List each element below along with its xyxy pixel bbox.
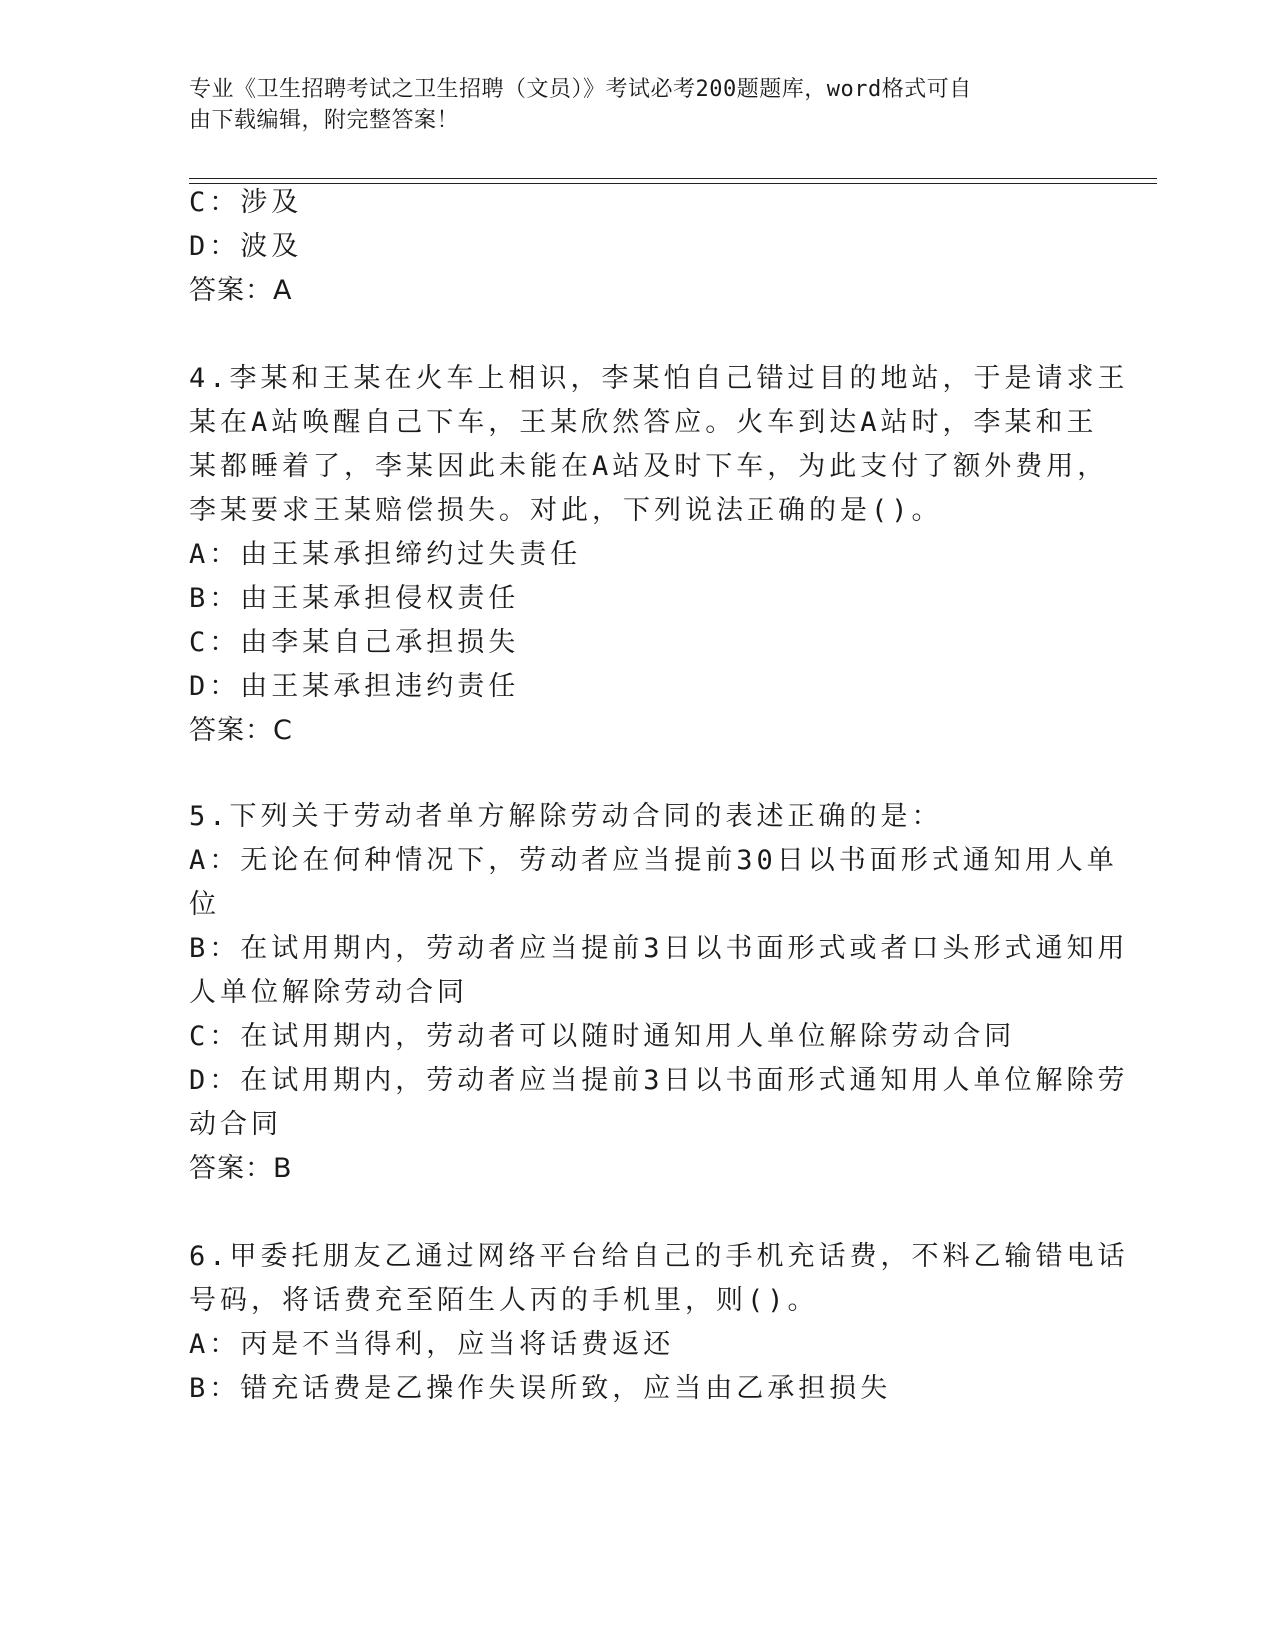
- header-rule-top: [189, 178, 1157, 179]
- q3-option-d: D：波及: [189, 231, 303, 262]
- q5-option-b-line-2: 人单位解除劳动合同: [189, 977, 468, 1008]
- q4-option-b: B：由王某承担侵权责任: [189, 583, 520, 614]
- q4-stem-line-3: 某都睡着了，李某因此未能在A站及时下车，为此支付了额外费用，: [189, 451, 1109, 482]
- q6-stem-line-1: 6.甲委托朋友乙通过网络平台给自己的手机充话费，不料乙输错电话: [189, 1241, 1129, 1272]
- q4-stem-line-4: 李某要求王某赔偿损失。对此，下列说法正确的是()。: [189, 495, 943, 526]
- q4-stem-line-1: 4.李某和王某在火车上相识，李某怕自己错过目的地站，于是请求王: [189, 363, 1129, 394]
- header-line-1: 专业《卫生招聘考试之卫生招聘（文员）》考试必考200题题库，word格式可自: [189, 77, 972, 102]
- q4-option-a: A：由王某承担缔约过失责任: [189, 539, 582, 570]
- q5-stem: 5.下列关于劳动者单方解除劳动合同的表述正确的是：: [189, 801, 943, 832]
- q5-option-a-line-1: A：无论在何种情况下，劳动者应当提前30日以书面形式通知用人单: [189, 845, 1118, 876]
- q6-option-a: A：丙是不当得利，应当将话费返还: [189, 1329, 675, 1360]
- q5-option-a-line-2: 位: [189, 889, 220, 920]
- q4-option-c: C：由李某自己承担损失: [189, 627, 520, 658]
- q3-option-c: C：涉及: [189, 187, 303, 218]
- q4-answer: 答案：C: [189, 715, 293, 746]
- q4-option-d: D：由王某承担违约责任: [189, 671, 520, 702]
- header-rule-bottom: [189, 183, 1157, 184]
- header-line-2: 由下载编辑，附完整答案！: [189, 108, 460, 133]
- q5-option-d-line-2: 动合同: [189, 1109, 282, 1140]
- q5-option-c: C：在试用期内，劳动者可以随时通知用人单位解除劳动合同: [189, 1021, 1016, 1052]
- q6-stem-line-2: 号码，将话费充至陌生人丙的手机里，则()。: [189, 1285, 819, 1316]
- q3-answer: 答案：A: [189, 275, 293, 306]
- q5-option-b-line-1: B：在试用期内，劳动者应当提前3日以书面形式或者口头形式通知用: [189, 933, 1129, 964]
- document-header: [189, 74, 1089, 136]
- q5-answer: 答案：B: [189, 1153, 293, 1184]
- q5-option-d-line-1: D：在试用期内，劳动者应当提前3日以书面形式通知用人单位解除劳: [189, 1065, 1129, 1096]
- q4-stem-line-2: 某在A站唤醒自己下车，王某欣然答应。火车到达A站时，李某和王: [189, 407, 1098, 438]
- q6-option-b: B：错充话费是乙操作失误所致，应当由乙承担损失: [189, 1373, 892, 1404]
